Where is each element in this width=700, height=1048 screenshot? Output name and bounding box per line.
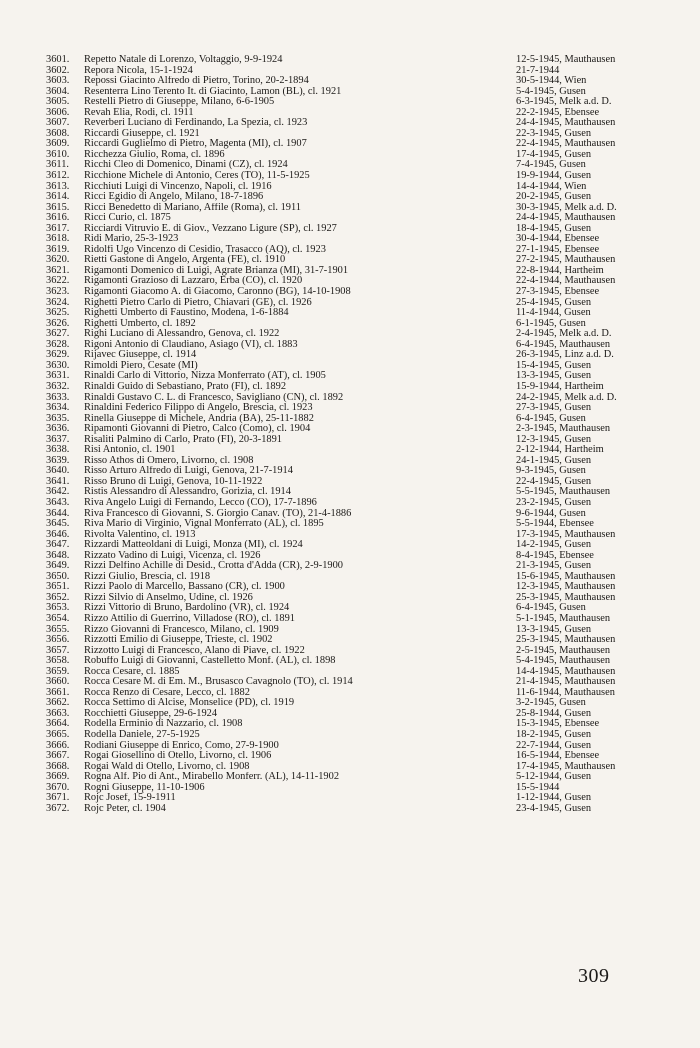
- entry-name: Righetti Pietro Carlo di Pietro, Chiavari (GE), cl. 1926: [84, 297, 312, 308]
- entry-number: 3646.: [46, 528, 70, 540]
- entry-death: 1-12-1944, Gusen: [516, 793, 592, 804]
- entry-name: Riccardi Guglielmo di Pietro, Magenta (MI), cl. 1907: [84, 139, 307, 150]
- list-item: [46, 519, 646, 530]
- entry-name: Rogna Alf. Pio di Ant., Mirabello Monferr. (AL), 14-11-1902: [84, 772, 340, 783]
- entry-death: 25-4-1945, Gusen: [516, 297, 592, 308]
- list-item: [46, 540, 646, 551]
- entry-name: Riva Francesco di Giovanni, S. Giorgio Canav. (TO), 21-4-1886: [84, 508, 352, 519]
- entry-death: 6-4-1945, Gusen: [516, 603, 586, 614]
- entry-number: 3631.: [46, 370, 70, 382]
- entry-name: Righi Luciano di Alessandro, Genova, cl. 1922: [84, 329, 280, 340]
- entry-number: 3621.: [46, 264, 70, 276]
- entry-number: 3622.: [46, 275, 70, 287]
- entry-death: 27-2-1945, Mauthausen: [516, 255, 616, 266]
- entry-death: 25-3-1945, Mauthausen: [516, 635, 616, 646]
- list-item: [46, 804, 646, 815]
- list-item: [46, 350, 646, 361]
- entry-number: 3657.: [46, 644, 70, 656]
- entry-number: 3667.: [46, 750, 70, 762]
- entry-death: 12-5-1945, Mauthausen: [516, 55, 616, 65]
- entry-number: 3602.: [46, 64, 70, 76]
- entry-name: Rodella Daniele, 27-5-1925: [84, 730, 200, 740]
- entry-number: 3652.: [46, 591, 70, 603]
- list-item: [46, 551, 646, 562]
- entry-death: 9-6-1944, Gusen: [516, 508, 586, 519]
- list-item: [46, 561, 646, 572]
- list-item: [46, 213, 646, 224]
- entry-number: 3625.: [46, 307, 70, 319]
- entry-number: 3619.: [46, 243, 70, 255]
- list-item: [46, 656, 646, 667]
- entry-number: 3628.: [46, 338, 70, 350]
- entry-death: 22-3-1945, Gusen: [516, 128, 592, 139]
- list-item: [46, 150, 646, 161]
- entry-death: 23-4-1945, Gusen: [516, 803, 592, 814]
- list-item: [46, 182, 646, 193]
- entry-number: 3640.: [46, 465, 70, 477]
- entry-death: 11-4-1944, Gusen: [516, 308, 591, 319]
- list-item: [46, 688, 646, 699]
- entry-death: 15-6-1945, Mauthausen: [516, 571, 616, 582]
- list-item: [46, 677, 646, 688]
- list-item: [46, 719, 646, 730]
- entry-death: 5-5-1944, Ebensee: [516, 519, 594, 530]
- list-item: [46, 466, 646, 477]
- entry-death: 6-1-1945, Gusen: [516, 318, 586, 329]
- entry-name: Repossi Giacinto Alfredo di Pietro, Torino, 20-2-1894: [84, 76, 309, 87]
- entry-name: Rinaldi Carlo di Vittorio, Nizza Monferrato (AT), cl. 1905: [84, 371, 326, 382]
- entry-number: 3635.: [46, 412, 70, 424]
- list-item: [46, 393, 646, 404]
- entry-number: 3638.: [46, 444, 70, 456]
- entry-number: 3671.: [46, 792, 70, 804]
- entry-name: Rizzotto Luigi di Francesco, Alano di Piave, cl. 1922: [84, 645, 305, 656]
- entry-death: 25-3-1945, Mauthausen: [516, 592, 616, 603]
- entry-number: 3606.: [46, 106, 70, 118]
- entry-number: 3607.: [46, 117, 70, 129]
- entry-number: 3601.: [46, 54, 70, 65]
- entry-name: Ristis Alessandro di Alessandro, Gorizia, cl. 1914: [84, 487, 291, 498]
- list-item: [46, 287, 646, 298]
- entry-name: Rinaldini Federico Filippo di Angelo, Brescia, cl. 1923: [84, 403, 313, 414]
- entry-death: 27-1-1945, Ebensee: [516, 244, 600, 255]
- list-item: [46, 751, 646, 762]
- entry-number: 3613.: [46, 180, 70, 192]
- list-item: [46, 361, 646, 372]
- list-item: [46, 424, 646, 435]
- entry-number: 3617.: [46, 222, 70, 234]
- entry-death: 25-8-1944, Gusen: [516, 708, 592, 719]
- entry-name: Rivolta Valentino, cl. 1913: [84, 529, 196, 540]
- entry-name: Risso Athos di Omero, Livorno, cl. 1908: [84, 455, 254, 466]
- list-item: [46, 308, 646, 319]
- entry-name: Rodiani Giuseppe di Enrico, Como, 27-9-1900: [84, 740, 279, 751]
- list-item: [46, 224, 646, 235]
- entry-number: 3615.: [46, 201, 70, 213]
- entry-death: 5-5-1945, Mauthausen: [516, 487, 611, 498]
- list-item: [46, 276, 646, 287]
- entry-name: Risaliti Palmino di Carlo, Prato (FI), 20-3-1891: [84, 434, 282, 445]
- entry-name: Rigamonti Giacomo A. di Giacomo, Caronno (BG), 14-10-1908: [84, 287, 351, 298]
- entry-death: 15-4-1945, Gusen: [516, 360, 592, 371]
- entry-death: 15-5-1944: [516, 782, 560, 793]
- list-item: [46, 245, 646, 256]
- entry-name: Rizzotti Emilio di Giuseppe, Trieste, cl. 1902: [84, 635, 273, 646]
- entry-name: Rinaldi Guido di Sebastiano, Prato (FI), cl. 1892: [84, 381, 287, 392]
- list-item: [46, 319, 646, 330]
- entry-death: 5-4-1945, Mauthausen: [516, 656, 611, 667]
- entry-number: 3609.: [46, 138, 70, 150]
- entry-name: Ricci Egidio di Angelo, Milano, 18-7-1896: [84, 192, 264, 203]
- entry-number: 3655.: [46, 623, 70, 635]
- entry-name: Ricchione Michele di Antonio, Ceres (TO), 11-5-1925: [84, 171, 310, 182]
- entry-death: 2-3-1945, Mauthausen: [516, 424, 611, 435]
- entry-name: Rocca Cesare, cl. 1885: [84, 666, 180, 677]
- entry-name: Ridolfi Ugo Vincenzo di Cesidio, Trasacco (AQ), cl. 1923: [84, 244, 326, 255]
- entry-death: 24-4-1945, Mauthausen: [516, 213, 616, 224]
- list-item: [46, 762, 646, 773]
- entry-number: 3633.: [46, 391, 70, 403]
- list-item: [46, 139, 646, 150]
- page-number: 309: [578, 965, 610, 987]
- list-item: [46, 329, 646, 340]
- entry-death: 16-5-1944, Ebensee: [516, 751, 600, 762]
- entry-name: Ricci Curio, cl. 1875: [84, 213, 171, 224]
- entry-name: Righetti Umberto, cl. 1892: [84, 318, 196, 329]
- list-item: [46, 129, 646, 140]
- list-item: [46, 371, 646, 382]
- entry-number: 3644.: [46, 507, 70, 519]
- entry-number: 3645.: [46, 518, 70, 530]
- list-item: [46, 593, 646, 604]
- entry-number: 3620.: [46, 254, 70, 266]
- entry-name: Rizzi Vittorio di Bruno, Bardolino (VR), cl. 1924: [84, 603, 290, 614]
- list-item: [46, 382, 646, 393]
- entry-name: Rietti Gastone di Angelo, Argenta (FE), cl. 1910: [84, 255, 286, 266]
- list-item: [46, 118, 646, 129]
- entry-death: 2-12-1944, Hartheim: [516, 445, 604, 456]
- entry-number: 3612.: [46, 170, 70, 182]
- entry-name: Rizzi Giulio, Brescia, cl. 1918: [84, 571, 211, 582]
- entry-name: Rogai Wald di Otello, Livorno, cl. 1908: [84, 761, 250, 772]
- entry-name: Riva Angelo Luigi di Fernando, Lecco (CO), 17-7-1896: [84, 497, 317, 508]
- entry-number: 3663.: [46, 707, 70, 719]
- entry-name: Ricchezza Giulio, Roma, cl. 1896: [84, 149, 225, 160]
- entry-death: 7-4-1945, Gusen: [516, 160, 586, 171]
- entry-number: 3614.: [46, 191, 70, 203]
- entry-death: 5-4-1945, Gusen: [516, 86, 586, 97]
- list-item: [46, 625, 646, 636]
- entry-name: Revah Elia, Rodi, cl. 1911: [84, 107, 194, 118]
- list-item: [46, 772, 646, 783]
- entry-death: 17-4-1945, Mauthausen: [516, 761, 616, 772]
- entry-death: 17-4-1945, Gusen: [516, 149, 592, 160]
- entry-name: Risso Bruno di Luigi, Genova, 10-11-1922: [84, 476, 263, 487]
- list-item: [46, 498, 646, 509]
- list-item: [46, 298, 646, 309]
- entry-name: Ricchi Cleo di Domenico, Dinami (CZ), cl. 1924: [84, 160, 288, 171]
- list-item: [46, 340, 646, 351]
- entry-name: Rigoni Antonio di Claudiano, Asiago (VI), cl. 1883: [84, 339, 298, 350]
- list-item: [46, 203, 646, 214]
- entry-number: 3658.: [46, 655, 70, 667]
- entry-number: 3616.: [46, 212, 70, 224]
- entry-name: Ricci Benedetto di Mariano, Affile (Roma), cl. 1911: [84, 202, 301, 213]
- entry-death: 22-8-1944, Hartheim: [516, 265, 604, 276]
- entry-number: 3648.: [46, 549, 70, 561]
- entry-name: Rigamonti Grazioso di Lazzaro, Erba (CO), cl. 1920: [84, 276, 303, 287]
- entry-death: 24-1-1945, Gusen: [516, 455, 592, 466]
- entry-death: 12-3-1945, Mauthausen: [516, 582, 616, 593]
- list-item: [46, 509, 646, 520]
- entry-name: Ripamonti Giovanni di Pietro, Calco (Como), cl. 1904: [84, 424, 311, 435]
- entry-death: 11-6-1944, Mauthausen: [516, 687, 615, 698]
- entry-death: 22-4-1945, Gusen: [516, 476, 592, 487]
- entry-death: 13-3-1945, Gusen: [516, 371, 592, 382]
- entry-name: Reverberi Luciano di Ferdinando, La Spezia, cl. 1923: [84, 118, 308, 129]
- list-item: [46, 435, 646, 446]
- list-item: [46, 171, 646, 182]
- entry-death: 22-2-1945, Ebensee: [516, 107, 600, 118]
- entry-name: Rocchietti Giuseppe, 29-6-1924: [84, 708, 218, 719]
- entry-death: 14-2-1945, Gusen: [516, 540, 592, 551]
- entry-number: 3624.: [46, 296, 70, 308]
- entry-name: Rocca Cesare M. di Em. M., Brusasco Cavagnolo (TO), cl. 1914: [84, 677, 353, 688]
- entry-name: Repora Nicola, 15-1-1924: [84, 65, 193, 76]
- entry-name: Rogni Giuseppe, 11-10-1906: [84, 782, 205, 793]
- list-item: [46, 730, 646, 741]
- entry-death: 5-12-1944, Gusen: [516, 772, 592, 783]
- entry-number: 3603.: [46, 75, 70, 87]
- entry-name: Rijavec Giuseppe, cl. 1914: [84, 350, 197, 361]
- entry-death: 18-4-1945, Gusen: [516, 223, 592, 234]
- entry-death: 22-4-1944, Mauthausen: [516, 276, 616, 287]
- entry-number: 3660.: [46, 676, 70, 688]
- entry-death: 8-4-1945, Ebensee: [516, 550, 594, 561]
- entry-number: 3654.: [46, 612, 70, 624]
- entry-name: Rizzi Paolo di Marcello, Bassano (CR), cl. 1900: [84, 582, 285, 593]
- entry-number: 3647.: [46, 539, 70, 551]
- entry-number: 3630.: [46, 359, 70, 371]
- entry-number: 3627.: [46, 328, 70, 340]
- list-item: [46, 266, 646, 277]
- list-item: [46, 76, 646, 87]
- entry-death: 27-3-1945, Gusen: [516, 403, 592, 414]
- entry-death: 2-5-1945, Mauthausen: [516, 645, 611, 656]
- entry-name: Rinella Giuseppe di Michele, Andria (BA), 25-11-1882: [84, 413, 314, 424]
- entry-name: Risi Antonio, cl. 1901: [84, 445, 176, 456]
- list-item: [46, 698, 646, 709]
- list-item: [46, 487, 646, 498]
- entry-name: Riccardi Giuseppe, cl. 1921: [84, 128, 200, 139]
- entry-death: 6-4-1945, Mauthausen: [516, 339, 611, 350]
- entry-death: 27-3-1945, Ebensee: [516, 287, 600, 298]
- entry-death: 22-7-1944, Gusen: [516, 740, 592, 751]
- entry-number: 3623.: [46, 286, 70, 298]
- entry-number: 3610.: [46, 148, 70, 160]
- entry-number: 3626.: [46, 317, 70, 329]
- entry-name: Rocca Settimo di Alcise, Monselice (PD), cl. 1919: [84, 698, 295, 709]
- deportee-list: [46, 55, 646, 814]
- entry-name: Rizzardi Matteoldani di Luigi, Monza (MI), cl. 1924: [84, 540, 303, 551]
- entry-name: Rogai Giosellino di Otello, Livorno, cl. 1906: [84, 751, 272, 762]
- entry-name: Resenterra Lino Terento It. di Giacinto, Lamon (BL), cl. 1921: [84, 86, 342, 97]
- entry-death: 22-4-1945, Mauthausen: [516, 139, 616, 150]
- entry-name: Ricchiuti Luigi di Vincenzo, Napoli, cl. 1916: [84, 181, 272, 192]
- entry-death: 30-5-1944, Wien: [516, 76, 587, 87]
- entry-death: 21-4-1945, Mauthausen: [516, 677, 616, 688]
- list-item: [46, 614, 646, 625]
- list-item: [46, 87, 646, 98]
- entry-number: 3611.: [46, 159, 69, 171]
- list-item: [46, 793, 646, 804]
- list-item: [46, 709, 646, 720]
- entry-number: 3665.: [46, 729, 70, 740]
- entry-number: 3656.: [46, 634, 70, 646]
- entry-death: 21-3-1945, Gusen: [516, 561, 592, 572]
- entry-death: 17-3-1945, Mauthausen: [516, 529, 616, 540]
- list-item: [46, 403, 646, 414]
- list-item: [46, 160, 646, 171]
- entry-death: 5-1-1945, Mauthausen: [516, 613, 611, 624]
- entry-number: 3642.: [46, 486, 70, 498]
- list-item: [46, 255, 646, 266]
- entry-number: 3670.: [46, 781, 70, 793]
- entry-number: 3664.: [46, 718, 70, 730]
- entry-number: 3662.: [46, 697, 70, 709]
- entry-name: Rocca Renzo di Cesare, Lecco, cl. 1882: [84, 687, 250, 698]
- list-item: [46, 414, 646, 425]
- entry-name: Rizzi Delfino Achille di Desid., Crotta d'Adda (CR), 2-9-1900: [84, 561, 343, 572]
- entry-number: 3659.: [46, 665, 70, 677]
- entry-death: 6-3-1945, Melk a.d. D.: [516, 97, 612, 108]
- entry-number: 3651.: [46, 581, 70, 593]
- entry-number: 3650.: [46, 570, 70, 582]
- entry-number: 3634.: [46, 402, 70, 414]
- list-item: [46, 456, 646, 467]
- entry-death: 14-4-1944, Wien: [516, 181, 587, 192]
- entry-name: Repetto Natale di Lorenzo, Voltaggio, 9-9-1924: [84, 55, 283, 65]
- entry-death: 20-2-1945, Gusen: [516, 192, 592, 203]
- entry-number: 3666.: [46, 739, 70, 751]
- entry-number: 3643.: [46, 496, 70, 508]
- entry-death: 21-7-1944: [516, 65, 560, 76]
- entry-death: 30-4-1944, Ebensee: [516, 234, 600, 245]
- list-item: [46, 783, 646, 794]
- entry-name: Righetti Umberto di Faustino, Modena, 1-6-1884: [84, 308, 289, 319]
- entry-death: 18-2-1945, Gusen: [516, 730, 592, 740]
- list-item: [46, 646, 646, 657]
- list-item: [46, 530, 646, 541]
- entry-death: 15-3-1945, Ebensee: [516, 719, 600, 730]
- list-item: [46, 66, 646, 77]
- entry-name: Rizzo Attilio di Guerrino, Villadose (RO), cl. 1891: [84, 613, 296, 624]
- entry-number: 3653.: [46, 602, 70, 614]
- entry-death: 24-4-1945, Mauthausen: [516, 118, 616, 129]
- entry-name: Ridi Mario, 25-3-1923: [84, 234, 179, 245]
- entry-name: Rimoldi Piero, Cesate (MI): [84, 360, 198, 371]
- list-item: [46, 108, 646, 119]
- entry-name: Rodella Erminio di Nazzario, cl. 1908: [84, 719, 243, 730]
- list-item: [46, 667, 646, 678]
- entry-death: 19-9-1944, Gusen: [516, 171, 592, 182]
- entry-number: 3639.: [46, 454, 70, 466]
- list-item: [46, 572, 646, 583]
- entry-death: 26-3-1945, Linz a.d. D.: [516, 350, 614, 361]
- entry-name: Rizzato Vadino di Luigi, Vicenza, cl. 1926: [84, 550, 261, 561]
- entry-name: Restelli Pietro di Giuseppe, Milano, 6-6-1905: [84, 97, 275, 108]
- entry-number: 3636.: [46, 423, 70, 435]
- entry-number: 3661.: [46, 686, 70, 698]
- entry-death: 24-2-1945, Melk a.d. D.: [516, 392, 617, 403]
- entry-death: 30-3-1945, Melk a.d. D.: [516, 202, 617, 213]
- entry-death: 14-4-1945, Mauthausen: [516, 666, 616, 677]
- entry-number: 3618.: [46, 233, 70, 245]
- entry-death: 23-2-1945, Gusen: [516, 497, 592, 508]
- entry-number: 3641.: [46, 475, 70, 487]
- entry-number: 3649.: [46, 560, 70, 572]
- entry-name: Rizzo Giovanni di Francesco, Milano, cl. 1909: [84, 624, 279, 635]
- entry-death: 12-3-1945, Gusen: [516, 434, 592, 445]
- list-item: [46, 603, 646, 614]
- list-item: [46, 477, 646, 488]
- entry-number: 3608.: [46, 127, 70, 139]
- list-item: [46, 741, 646, 752]
- entry-death: 15-9-1944, Hartheim: [516, 381, 604, 392]
- list-item: [46, 97, 646, 108]
- entry-number: 3669.: [46, 771, 70, 783]
- entry-name: Rinaldi Gustavo C. L. di Francesco, Savigliano (CN), cl. 1892: [84, 392, 344, 403]
- entry-death: 9-3-1945, Gusen: [516, 466, 586, 477]
- list-item: [46, 234, 646, 245]
- entry-number: 3632.: [46, 380, 70, 392]
- entry-name: Riva Mario di Virginio, Vignal Monferrato (AL), cl. 1895: [84, 519, 324, 530]
- entry-name: Rojc Josef, 15-9-1911: [84, 793, 176, 804]
- list-item: [46, 192, 646, 203]
- entry-name: Risso Arturo Alfredo di Luigi, Genova, 21-7-1914: [84, 466, 293, 477]
- entry-number: 3637.: [46, 433, 70, 445]
- entry-death: 2-4-1945, Melk a.d. D.: [516, 329, 612, 340]
- entry-name: Robuffo Luigi di Giovanni, Castelletto Monf. (AL), cl. 1898: [84, 656, 336, 667]
- list-item: [46, 55, 646, 66]
- list-item: [46, 445, 646, 456]
- entry-name: Ricciardi Vitruvio E. di Giov., Vezzano Ligure (SP), cl. 1927: [84, 223, 337, 234]
- entry-number: 3672.: [46, 802, 70, 814]
- entry-death: 6-4-1945, Gusen: [516, 413, 586, 424]
- list-item: [46, 582, 646, 593]
- list-item: [46, 635, 646, 646]
- entry-name: Rigamonti Domenico di Luigi, Agrate Brianza (MI), 31-7-1901: [84, 265, 349, 276]
- entry-number: 3668.: [46, 760, 70, 772]
- entry-name: Rizzi Silvio di Anselmo, Udine, cl. 1926: [84, 592, 253, 603]
- entry-number: 3604.: [46, 85, 70, 97]
- entry-death: 13-3-1945, Gusen: [516, 624, 592, 635]
- entry-death: 3-2-1945, Gusen: [516, 698, 586, 709]
- entry-number: 3605.: [46, 96, 70, 108]
- entry-name: Rojc Peter, cl. 1904: [84, 803, 166, 814]
- entry-number: 3629.: [46, 349, 70, 361]
